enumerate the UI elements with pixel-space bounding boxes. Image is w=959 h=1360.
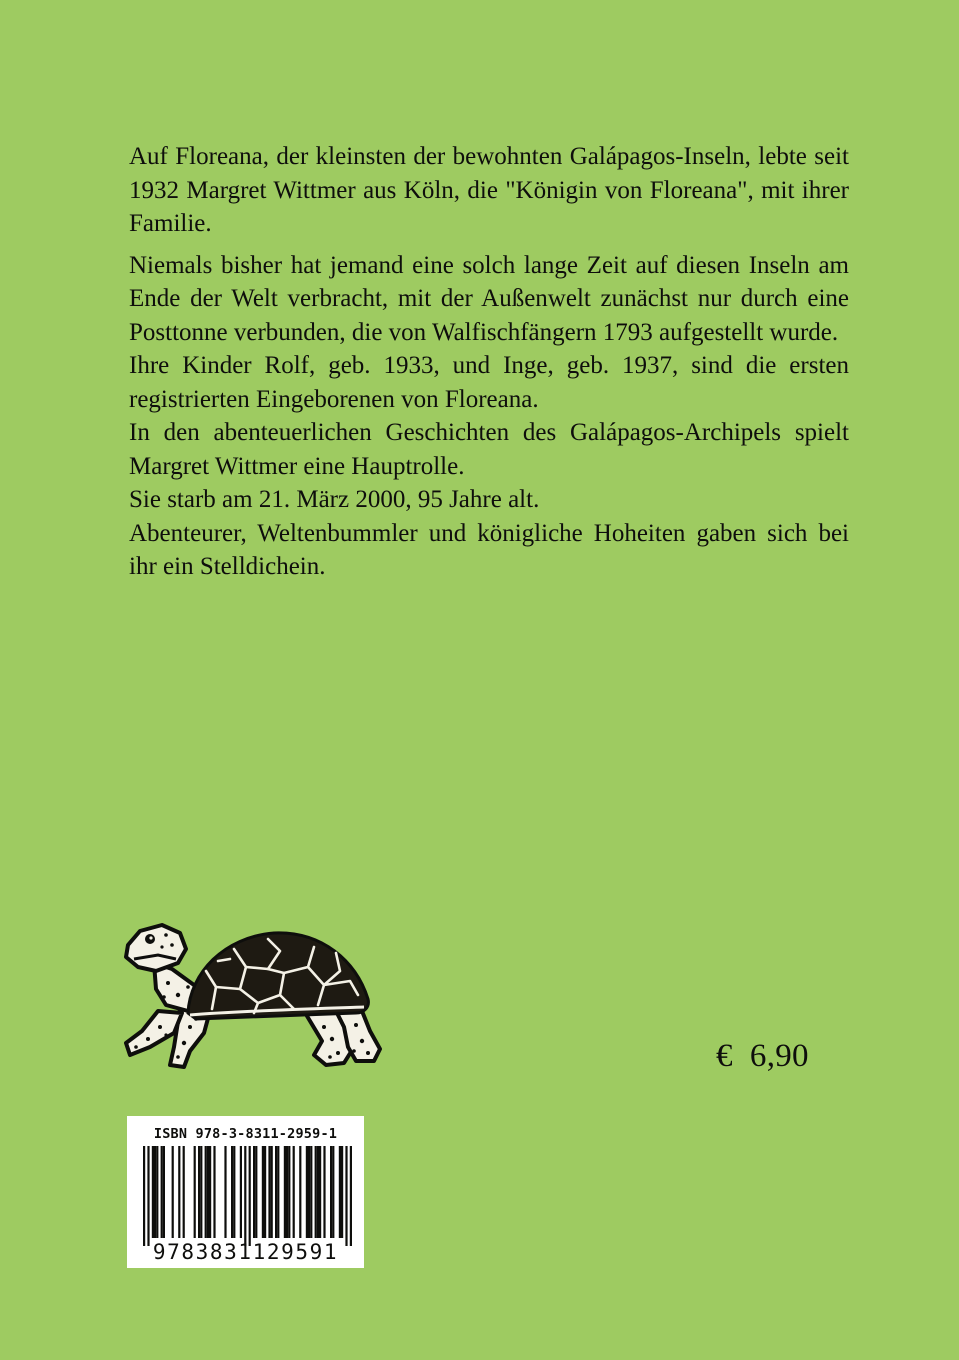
barcode-bar [315,1146,317,1238]
blurb-paragraph-6: Abenteurer, Weltenbummler und königliche Hoheiten gaben sich bei ihr ein Stelldichein. [129,519,849,580]
tortoise-illustration [118,915,390,1075]
barcode-bar [205,1146,207,1238]
barcode-bar [154,1146,156,1238]
blurb-paragraph-5: Sie starb am 21. März 2000, 95 Jahre alt. [129,486,540,513]
barcode-bar [345,1146,347,1246]
barcode-bar [183,1146,185,1238]
barcode-bar [213,1146,215,1238]
barcode-bar [299,1146,301,1238]
barcode-bar [262,1146,264,1238]
barcode-bar [339,1146,341,1238]
ean-digits: 9783831129591 [152,1240,339,1264]
barcode-bar [244,1146,246,1246]
blurb-paragraph-1: Auf Floreana, der kleinsten der bewohnten Galápagos-Inseln, lebte seit 1932 Margret Wittmer aus Köln, die "Königin von Floreana", mit ihrer Familie. [129,143,849,237]
barcode-bar [286,1146,288,1238]
barcode-bar [253,1146,255,1238]
isbn-label: ISBN 978-3-8311-2959-1 [153,1126,338,1142]
barcode-bar [268,1146,270,1238]
barcode-bar [207,1146,209,1238]
barcode-bar [198,1146,200,1238]
barcode-bar [161,1146,163,1238]
barcode-bar [172,1146,174,1238]
barcode-bar [163,1146,165,1238]
barcode-bar [178,1146,180,1238]
barcode-bar [319,1146,321,1238]
barcode-bar [288,1146,290,1238]
isbn-barcode [127,1116,364,1268]
barcode-bar [264,1146,266,1238]
blurb-paragraph-4: In den abenteuerlichen Geschichten des Galápagos-Archipels spielt Margret Wittmer eine Hauptrolle. [129,419,849,480]
barcode-bar [330,1146,332,1238]
price-label: € 6,90 [716,1038,809,1074]
barcode-bar [284,1146,286,1238]
barcode-bar [240,1146,242,1238]
barcode-bar [249,1146,251,1246]
barcode-bar [341,1146,343,1238]
barcode-bar [306,1146,308,1238]
barcode-bar [194,1146,196,1238]
barcode-bar [271,1146,273,1238]
barcode-bar [350,1146,352,1246]
barcode-bar [277,1146,279,1238]
back-cover-blurb [129,140,849,584]
barcode-bar [310,1146,312,1238]
barcode-bar [323,1146,325,1238]
barcode-bar [293,1146,295,1238]
barcode-bar [317,1146,319,1238]
barcode-bar [231,1146,233,1238]
barcode-bar [255,1146,257,1238]
barcode-bar [275,1146,277,1238]
barcode-bar [209,1146,211,1238]
barcode-bar [224,1146,226,1238]
blurb-paragraph-3: Ihre Kinder Rolf, geb. 1933, und Inge, geb. 1937, sind die ersten registrierten Eingeborenen von Floreana. [129,352,849,413]
barcode-bar [152,1146,154,1238]
barcode-bar [147,1146,149,1246]
barcode-bar [156,1146,158,1238]
barcode-bar [332,1146,334,1238]
barcode-bar [233,1146,235,1238]
barcode-bar [200,1146,202,1238]
blurb-paragraph-2: Niemals bisher hat jemand eine solch lange Zeit auf diesen Inseln am Ende der Welt verbracht, mit der Außenwelt zunächst nur durch eine Posttonne verbunden, die von Walfischfängern 1793 aufgestellt wurde. [129,251,849,346]
barcode-bar [143,1146,145,1246]
barcode-bar [308,1146,310,1238]
